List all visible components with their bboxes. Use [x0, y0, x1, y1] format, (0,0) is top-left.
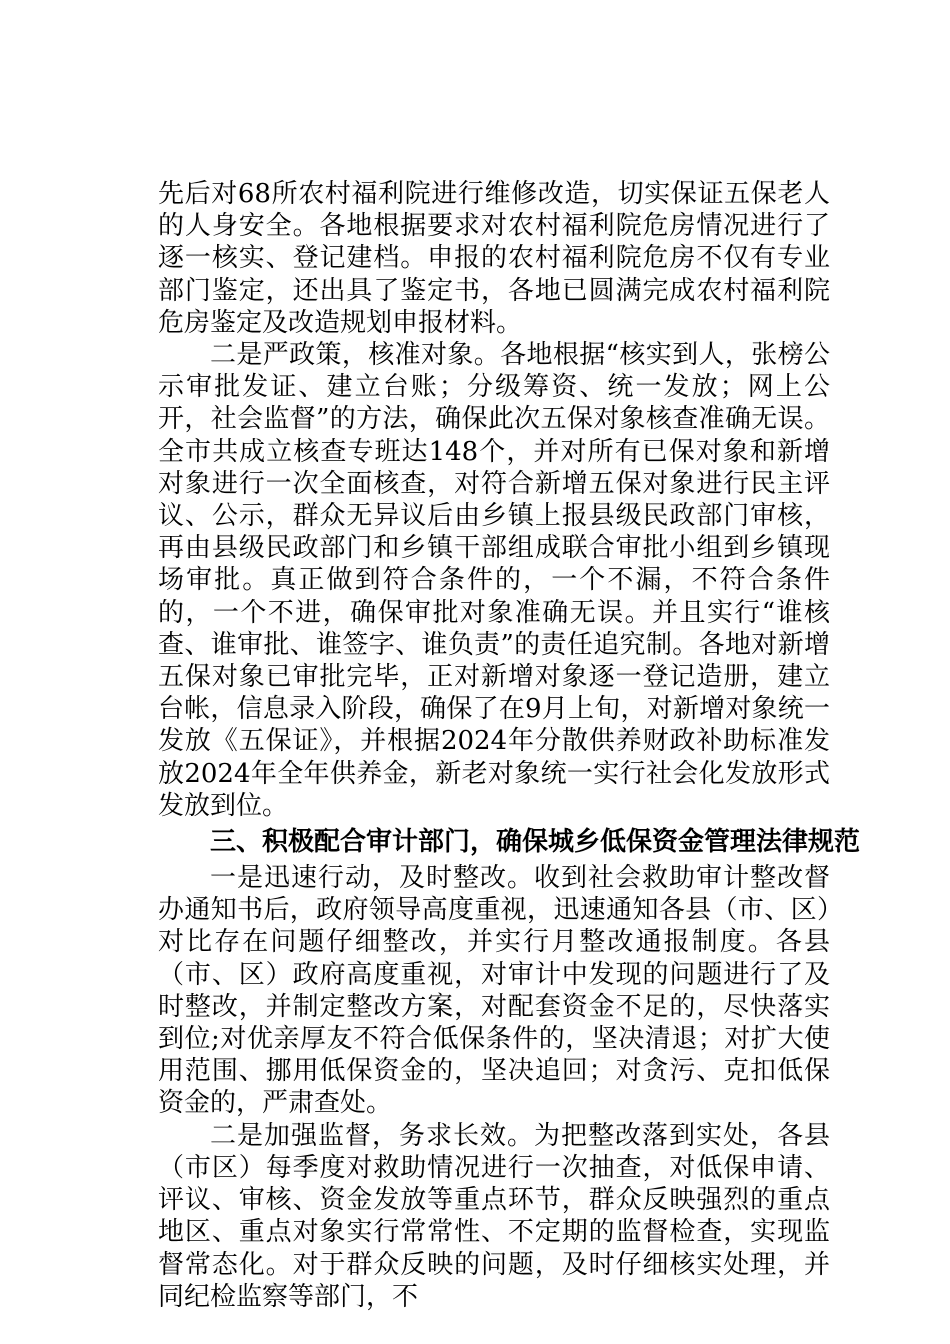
paragraph-strict-policy: 二是严政策，核准对象。各地根据“核实到人，张榜公示审批发证、建立台账；分级筹资、统一发放；网上公开，社会监督”的方法，确保此次五保对象核查准确无误。全市共成立核查专班达148个，并对所有已保对象和新增对象进行一次全面核查，对符合新增五保对象进行民主评议、公示，群众无异议后由乡镇上报县级民政部门审核，再由县级民政部门和乡镇干部组成联合审批小组到乡镇现场审批。真正做到符合条件的，一个不漏，不符合条件的，一个不进，确保审批对象准确无误。并且实行“谁核查、谁审批、谁签字、谁负责”的责任追究制。各地对新增五保对象已审批完毕，正对新增对象逐一登记造册，建立台帐，信息录入阶段，确保了在9月上旬，对新增对象统一发放《五保证》，并根据2024年分散供养财政补助标准发放2024年全年供养金，新老对象统一实行社会化发放形式发放到位。 — [158, 340, 830, 821]
section-heading-audit: 三、积极配合审计部门，确保城乡低保资金管理法律规范 — [210, 827, 861, 858]
document-body — [158, 178, 861, 1313]
paragraph-rural-welfare-repair: 先后对68所农村福利院进行维修改造，切实保证五保老人的人身安全。各地根据要求对农村福利院危房情况进行了逐一核实、登记建档。申报的农村福利院危房不仅有专业部门鉴定，还出具了鉴定书，各地已圆满完成农村福利院危房鉴定及改造规划申报材料。 — [158, 179, 830, 338]
paragraph-rapid-rectification: 一是迅速行动，及时整改。收到社会救助审计整改督办通知书后，政府领导高度重视，迅速通知各县（市、区）对比存在问题仔细整改，并实行月整改通报制度。各县（市、区）政府高度重视，对审计中发现的问题进行了及时整改，并制定整改方案，对配套资金不足的，尽快落实到位;对优亲厚友不符合低保条件的，坚决清退；对扩大使用范围、挪用低保资金的，坚决追回；对贪污、克扣低保资金的，严肃查处。 — [158, 863, 830, 1119]
paragraph-strengthen-supervision: 二是加强监督，务求长效。为把整改落到实处，各县（市区）每季度对救助情况进行一次抽查，对低保申请、评议、审核、资金发放等重点环节，群众反映强烈的重点地区、重点对象实行常常性、不定期的监督检查，实现监督常态化。对于群众反映的问题，及时仔细核实处理，并同纪检监察等部门，不 — [158, 1120, 830, 1312]
